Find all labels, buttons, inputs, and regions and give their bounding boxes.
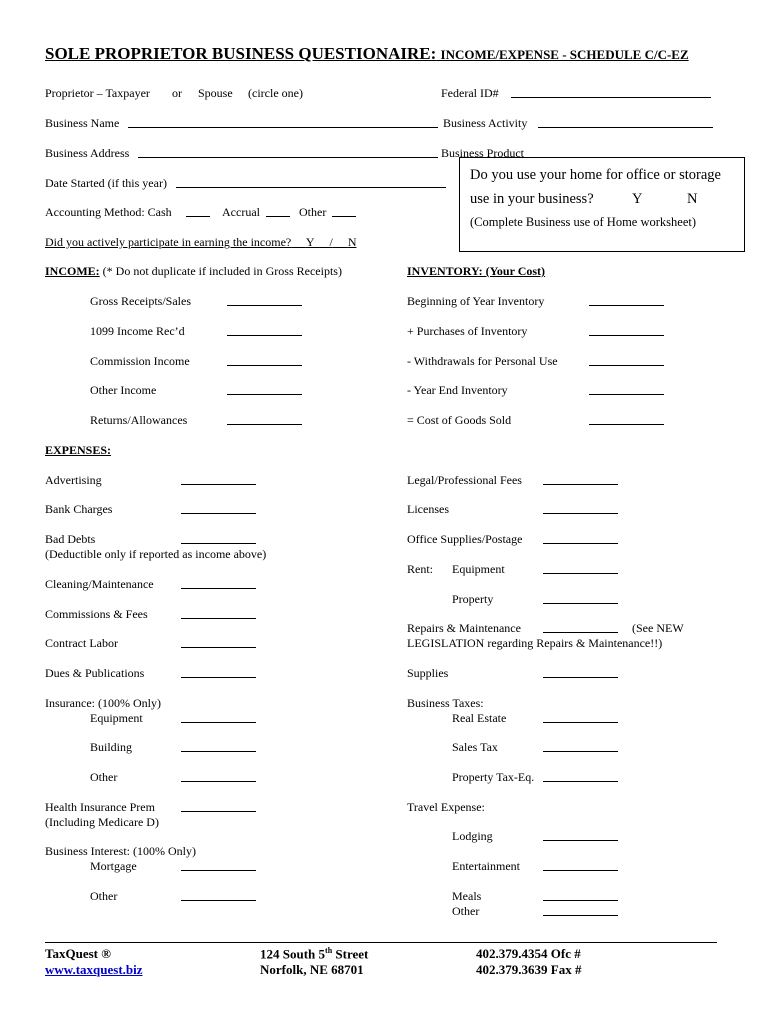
income-item-field[interactable] [227,305,302,306]
licenses-field[interactable] [543,513,618,514]
inventory-item-field[interactable] [589,305,664,306]
spouse-label: Spouse [198,86,233,100]
bad-debts-label: Bad Debts [45,532,96,546]
business-activity-field[interactable] [538,127,713,128]
insurance-equipment-field[interactable] [181,722,256,723]
property-tax-field[interactable] [543,781,618,782]
insurance-equipment-label: Equipment [90,711,143,725]
income-item-field[interactable] [227,335,302,336]
business-address-label: Business Address [45,146,130,160]
income-heading-text: INCOME: [45,264,100,278]
business-name-label: Business Name [45,116,120,130]
federal-id-field[interactable] [511,97,711,98]
home-use-box [459,157,745,252]
participate-question [45,235,357,250]
rent-label: Rent: [407,562,433,576]
advertising-field[interactable] [181,484,256,485]
bank-charges-field[interactable] [181,513,256,514]
footer-street [260,946,368,962]
footer-fax: 402.379.3639 Fax # [476,962,582,977]
business-taxes-label: Business Taxes: [407,696,484,710]
contract-labor-field[interactable] [181,647,256,648]
inventory-item-label: Beginning of Year Inventory [407,294,545,308]
participate-y[interactable]: Y [305,235,315,249]
business-product-label: Business Product [441,146,525,160]
health-insurance-note: (Including Medicare D) [45,815,159,829]
income-item-label: Other Income [90,383,157,398]
home-use-line2: use in your business? [470,191,594,207]
income-item-label: Returns/Allowances [90,413,188,428]
dues-field[interactable] [181,677,256,678]
repairs-label: Repairs & Maintenance [407,621,521,635]
home-use-n[interactable]: N [687,191,698,207]
footer-divider [45,942,717,943]
insurance-other-label: Other [90,770,118,784]
home-use-y[interactable]: Y [632,191,643,207]
legal-field[interactable] [543,484,618,485]
income-item-field[interactable] [227,424,302,425]
supplies-field[interactable] [543,677,618,678]
meals-label: Meals [452,889,482,903]
income-item-field[interactable] [227,365,302,366]
insurance-building-label: Building [90,740,133,754]
inventory-heading: INVENTORY: (Your Cost) [407,264,546,278]
travel-other-label: Other [452,904,480,918]
rent-equipment-label: Equipment [452,562,505,576]
licenses-label: Licenses [407,502,449,516]
income-item-field[interactable] [227,394,302,395]
dues-label: Dues & Publications [45,666,145,680]
footer-city: Norfolk, NE 68701 [260,962,364,977]
property-tax-label: Property Tax-Eq. [452,770,535,784]
office-supplies-field[interactable] [543,543,618,544]
sales-tax-field[interactable] [543,751,618,752]
health-insurance-field[interactable] [181,811,256,812]
footer-street-name: Street [332,946,369,962]
inventory-item-label: = Cost of Goods Sold [407,413,512,428]
footer-office-phone: 402.379.4354 Ofc # [476,946,581,961]
contract-labor-label: Contract Labor [45,636,118,650]
business-address-field[interactable] [138,157,438,158]
other-method-field[interactable] [332,216,356,217]
page-title [45,44,689,64]
bank-charges-label: Bank Charges [45,502,113,516]
cleaning-field[interactable] [181,588,256,589]
health-insurance-label: Health Insurance Prem [45,800,155,814]
real-estate-label: Real Estate [452,711,507,725]
accounting-method-label: Accounting Method: Cash [45,205,172,219]
expenses-heading: EXPENSES: [45,443,112,457]
sales-tax-label: Sales Tax [452,740,498,754]
participate-n[interactable]: N [347,235,357,249]
insurance-building-field[interactable] [181,751,256,752]
or-label: or [172,86,182,100]
lodging-field[interactable] [543,840,618,841]
business-interest-label: Business Interest: (100% Only) [45,844,196,858]
travel-expense-label: Travel Expense: [407,800,485,814]
cash-field[interactable] [186,216,210,217]
income-heading [45,264,342,279]
bad-debts-field[interactable] [181,543,256,544]
entertainment-field[interactable] [543,870,618,871]
entertainment-label: Entertainment [452,859,520,873]
rent-equipment-field[interactable] [543,573,618,574]
home-use-line3: (Complete Business use of Home worksheet) [470,215,697,229]
insurance-label: Insurance: (100% Only) [45,696,161,710]
lodging-label: Lodging [452,829,493,843]
mortgage-label: Mortgage [90,859,137,873]
bad-debts-note: (Deductible only if reported as income above) [45,547,267,561]
footer-company: TaxQuest ® [45,946,111,961]
footer-street-suffix: th [325,946,333,955]
proprietor-label: Proprietor – Taxpayer [45,86,150,100]
real-estate-field[interactable] [543,722,618,723]
interest-other-label: Other [90,889,118,903]
inventory-item-label: - Year End Inventory [407,383,508,398]
participate-text: Did you actively participate in earning the income? [45,235,292,249]
title-sub: INCOME/EXPENSE - SCHEDULE C/C-EZ [440,47,689,62]
insurance-other-field[interactable] [181,781,256,782]
circle-one-label: (circle one) [248,86,303,100]
supplies-label: Supplies [407,666,449,680]
rent-property-field[interactable] [543,603,618,604]
meals-field[interactable] [543,900,618,901]
income-item-label: Gross Receipts/Sales [90,294,191,308]
inventory-item-label: + Purchases of Inventory [407,323,528,338]
repairs-field[interactable] [543,632,618,633]
title-main: SOLE PROPRIETOR BUSINESS QUESTIONAIRE: [45,44,437,63]
home-use-line1: Do you use your home for office or storage [470,167,721,183]
travel-other-field[interactable] [543,915,618,916]
rent-property-label: Property [452,592,494,606]
office-supplies-label: Office Supplies/Postage [407,532,523,546]
income-item-label: Commission Income [90,353,190,368]
inventory-item-field[interactable] [589,394,664,395]
inventory-item-field[interactable] [589,424,664,425]
business-name-field[interactable] [128,127,438,128]
inventory-item-field[interactable] [589,335,664,336]
commissions-field[interactable] [181,618,256,619]
income-item-label: 1099 Income Rec’d [90,323,185,338]
inventory-item-label: - Withdrawals for Personal Use [407,353,558,368]
advertising-label: Advertising [45,473,102,487]
repairs-note-2: LEGISLATION regarding Repairs & Maintenance!!) [407,636,663,650]
interest-other-field[interactable] [181,900,256,901]
business-activity-label: Business Activity [443,116,528,130]
other-method-label: Other [299,205,327,219]
cleaning-label: Cleaning/Maintenance [45,577,154,591]
mortgage-field[interactable] [181,870,256,871]
footer-street-number: 124 South 5 [260,946,326,962]
footer-website-link[interactable]: www.taxquest.biz [45,962,143,977]
date-started-field[interactable] [176,187,446,188]
commissions-label: Commissions & Fees [45,607,148,621]
federal-id-label: Federal ID# [441,86,499,100]
accrual-label: Accrual [222,205,260,219]
inventory-item-field[interactable] [589,365,664,366]
date-started-label: Date Started (if this year) [45,176,167,190]
participate-slash: / [329,235,333,249]
legal-label: Legal/Professional Fees [407,473,522,487]
repairs-note-1: (See NEW [632,621,684,635]
accrual-field[interactable] [266,216,290,217]
income-note: (* Do not duplicate if included in Gross Receipts) [102,264,342,278]
